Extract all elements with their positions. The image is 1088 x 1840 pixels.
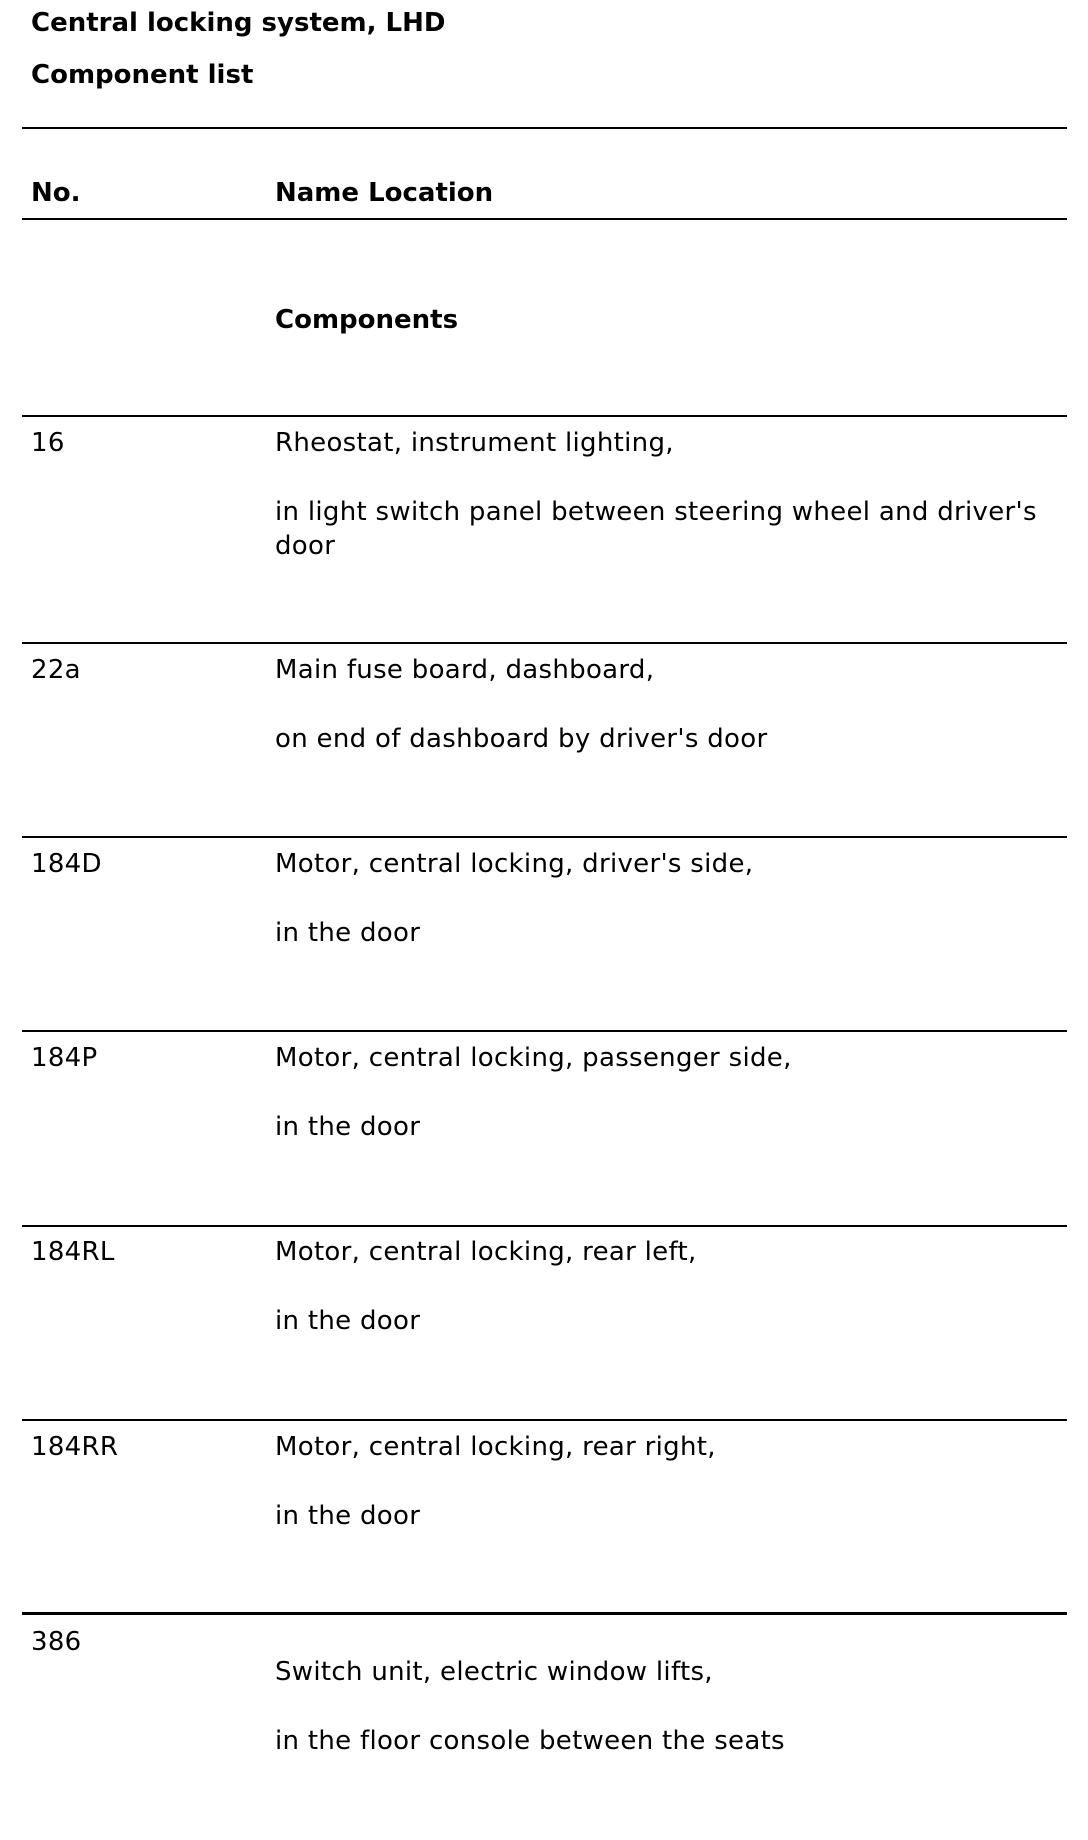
component-name: Main fuse board, dashboard, [275, 655, 655, 685]
component-name: Motor, central locking, passenger side, [275, 1043, 792, 1073]
component-name: Rheostat, instrument lighting, [275, 428, 674, 458]
component-name: Motor, central locking, rear right, [275, 1432, 716, 1462]
row-separator [22, 1225, 1067, 1227]
document-subtitle: Component list [31, 60, 254, 90]
component-number: 184D [31, 849, 102, 879]
component-location: in the door [275, 918, 421, 948]
row-separator [22, 1030, 1067, 1032]
component-location: in light switch panel between steering wheel and driver's door [275, 497, 1037, 561]
component-name: Motor, central locking, driver's side, [275, 849, 754, 879]
component-number: 184P [31, 1043, 98, 1073]
component-number: 184RR [31, 1432, 119, 1462]
component-number: 22a [31, 655, 81, 685]
component-location: in the door [275, 1112, 421, 1142]
component-name: Motor, central locking, rear left, [275, 1237, 697, 1267]
document-title: Central locking system, LHD [31, 8, 446, 38]
component-number: 386 [31, 1627, 82, 1657]
component-number: 16 [31, 428, 65, 458]
section-label: Components [275, 305, 459, 335]
row-separator [22, 1419, 1067, 1421]
header-top-rule [22, 127, 1067, 129]
header-bottom-rule [22, 218, 1067, 220]
row-separator [22, 415, 1067, 417]
component-number: 184RL [31, 1237, 115, 1267]
component-location: in the door [275, 1306, 421, 1336]
component-location: in the floor console between the seats [275, 1726, 785, 1756]
component-location: in the door [275, 1501, 421, 1531]
column-header-no: No. [31, 178, 81, 208]
row-separator [22, 1612, 1067, 1615]
row-separator [22, 836, 1067, 838]
column-header-name-location: Name Location [275, 178, 494, 208]
component-name: Switch unit, electric window lifts, [275, 1657, 713, 1687]
component-location: on end of dashboard by driver's door [275, 724, 768, 754]
row-separator [22, 642, 1067, 644]
